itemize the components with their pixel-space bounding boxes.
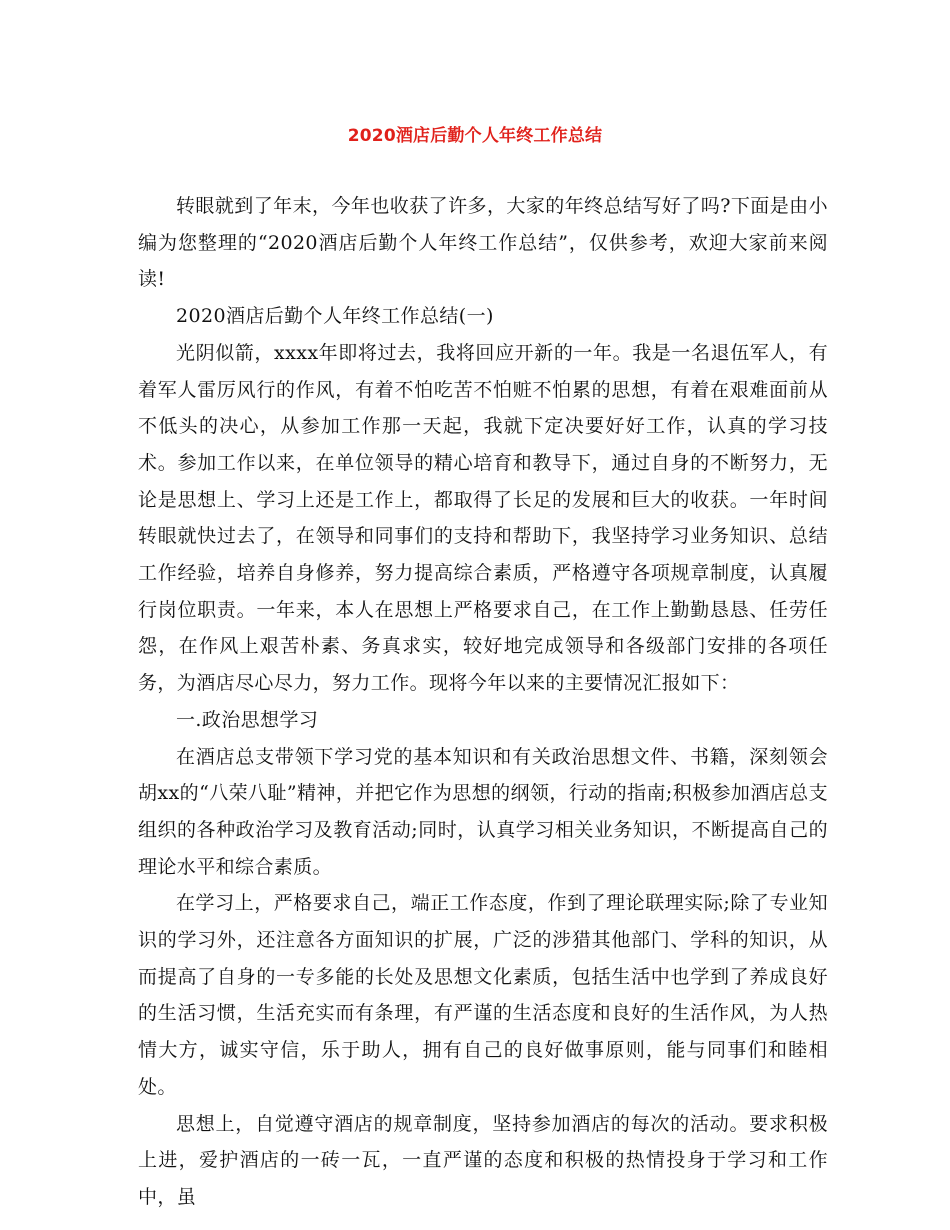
paragraph-1: 光阴似箭，xxxx年即将过去，我将回应开新的一年。我是一名退伍军人，有着军人雷厉风行的作风，有着不怕吃苦不怕赃不怕累的思想，有着在艰难面前从不低头的决心，从参加工作那一天起，我就下定决要好好工作，认真的学习技术。参加工作以来，在单位领导的精心培育和教导下，通过自身的不断努力，无论是思想上、学习上还是工作上，都取得了长足的发展和巨大的收获。一年时间转眼就快过去了，在领导和同事们的支持和帮助下，我坚持学习业务知识、总结工作经验，培养自身修养，努力提高综合素质，严格遵守各项规章制度，认真履行岗位职责。一年来，本人在思想上严格要求自己，在工作上勤勤恳恳、任劳任怨，在作风上艰苦朴素、务真求实，较好地完成领导和各级部门安排的各项任务，为酒店尽心尽力，努力工作。现将今年以来的主要情况汇报如下： — [138, 341, 828, 695]
document-body — [138, 188, 828, 1216]
paragraph-4: 思想上，自觉遵守酒店的规章制度，坚持参加酒店的每次的活动。要求积极上进，爱护酒店的一砖一瓦，一直严谨的态度和积极的热情投身于学习和工作中，虽 — [138, 1112, 828, 1208]
document-title: 2020酒店后勤个人年终工作总结 — [347, 126, 603, 146]
subheading-political-study: 一.政治思想学习 — [176, 708, 319, 731]
intro-paragraph: 转眼就到了年末，今年也收获了许多，大家的年终总结写好了吗?下面是由小编为您整理的“2020酒店后勤个人年终工作总结”，仅供参考，欢迎大家前来阅读! — [138, 195, 828, 291]
paragraph-3: 在学习上，严格要求自己，端正工作态度，作到了理论联理实际;除了专业知识的学习外，还注意各方面知识的扩展，广泛的涉猎其他部门、学科的知识，从而提高了自身的一专多能的长处及思想文化素质，包括生活中也学到了养成良好的生活习惯，生活充实而有条理，有严谨的生活态度和良好的生活作风，为人热情大方，诚实守信，乐于助人，拥有自己的良好做事原则，能与同事们和睦相处。 — [138, 892, 828, 1098]
paragraph-2: 在酒店总支带领下学习党的基本知识和有关政治思想文件、书籍，深刻领会胡xx的“八荣八耻”精神，并把它作为思想的纲领，行动的指南;积极参加酒店总支组织的各种政治学习及教育活动;同时，认真学习相关业务知识，不断提高自己的理论水平和综合素质。 — [138, 745, 828, 878]
section-title: 2020酒店后勤个人年终工作总结(一) — [176, 305, 494, 328]
